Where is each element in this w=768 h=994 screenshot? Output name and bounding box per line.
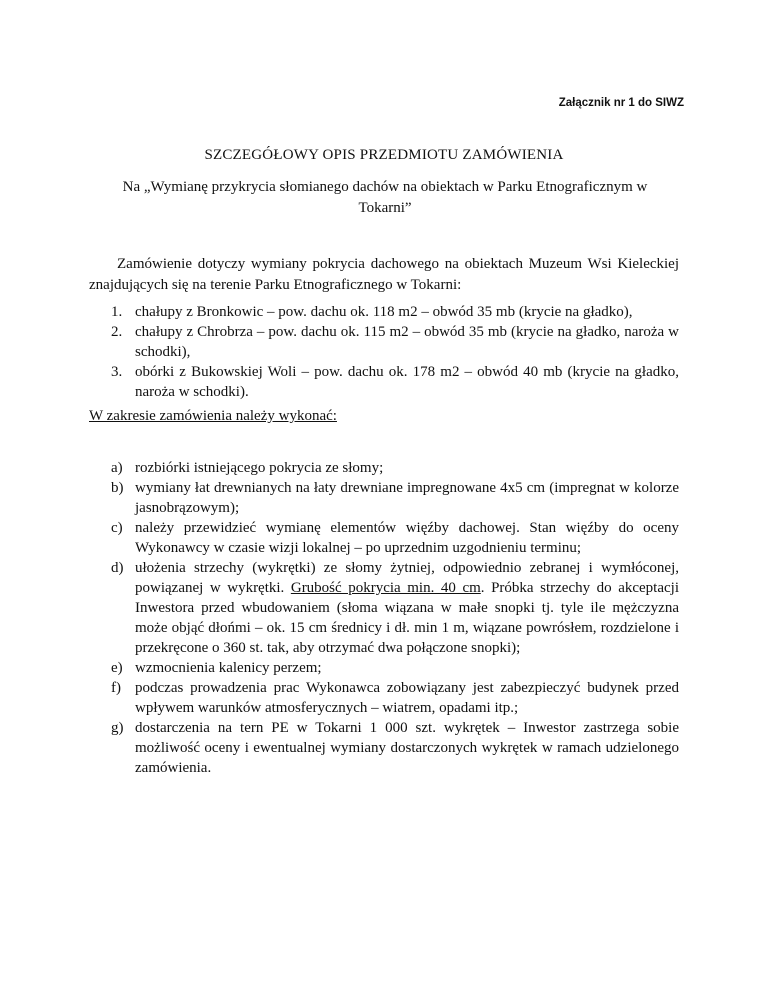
list-item-text — [135, 560, 679, 656]
list-item-text: wzmocnienia kalenicy perzem; — [135, 660, 322, 676]
list-marker: 3. — [111, 364, 123, 380]
list-item — [89, 302, 679, 322]
list-item — [89, 458, 679, 478]
list-marker: 1. — [111, 304, 123, 320]
list-item-text: podczas prowadzenia prac Wykonawca zobowiązany jest zabezpieczyć budynek przed wpływem warunków atmosferycznych – wiatrem, opadami itp.; — [135, 680, 679, 716]
list-item-text-after: . Próbka strzechy do akceptacji Inwestora przed wbudowaniem (słoma wiązana w małe snopki tj. tyle ile mężczyzna może objąć dłońmi – ok. 15 cm średnicy i dł. min 1 m, wiązane powrósłem, rozdzielone i przekręcone o 360 st. tak, aby otrzymać dwa połączone snopki); — [135, 580, 679, 656]
list-item-text: wymiany łat drewnianych na łaty drewniane impregnowane 4x5 cm (impregnat w kolorze jasnobrązowym); — [135, 480, 679, 516]
list-marker: d) — [111, 560, 124, 576]
list-marker: f) — [111, 680, 121, 696]
list-item-text-before: ułożenia strzechy (wykrętki) ze słomy żytniej, odpowiednio zebranej i wymłóconej, powiązanej w wykrętki. — [135, 560, 679, 596]
list-marker: c) — [111, 520, 123, 536]
list-item — [89, 558, 679, 658]
list-marker: e) — [111, 660, 123, 676]
document-title: SZCZEGÓŁOWY OPIS PRZEDMIOTU ZAMÓWIENIA — [204, 147, 564, 163]
roof-thickness-requirement: Grubość pokrycia min. 40 cm — [290, 580, 481, 596]
scope-heading: W zakresie zamówienia należy wykonać: — [89, 408, 337, 424]
list-item — [89, 362, 679, 402]
list-item — [89, 518, 679, 558]
list-marker: g) — [111, 720, 124, 736]
list-item-text: rozbiórki istniejącego pokrycia ze słomy; — [135, 460, 384, 476]
list-marker: 2. — [111, 324, 123, 340]
list-item-text: dostarczenia na tern PE w Tokarni 1 000 szt. wykrętek – Inwestor zastrzega sobie możliwość oceny i ewentualnej wymiany dostarczonych wykrętek w ramach udzielonego zamówienia. — [135, 720, 679, 776]
list-item-text: należy przewidzieć wymianę elementów więźby dachowej. Stan więźby do oceny Wykonawcy w czasie wizji lokalnej – po uprzednim uzgodnieniu terminu; — [135, 520, 679, 556]
list-marker: b) — [111, 480, 124, 496]
document-subtitle: Na „Wymianę przykrycia słomianego dachów na obiektach w Parku Etnograficznym w Tokarni” — [122, 179, 648, 216]
list-item-text: chałupy z Chrobrza – pow. dachu ok. 115 m2 – obwód 35 mb (krycie na gładko, naroża w schodki), — [135, 324, 679, 360]
list-marker: a) — [111, 460, 123, 476]
list-item-text: chałupy z Bronkowic – pow. dachu ok. 118 m2 – obwód 35 mb (krycie na gładko), — [135, 304, 633, 320]
list-item-text: obórki z Bukowskiej Woli – pow. dachu ok. 178 m2 – obwód 40 mb (krycie na gładko, naroża w schodki). — [135, 364, 679, 400]
intro-paragraph: Zamówienie dotyczy wymiany pokrycia dachowego na obiektach Muzeum Wsi Kieleckiej znajdujących się na terenie Parku Etnograficznego w Tokarni: — [89, 256, 679, 293]
list-item — [89, 678, 679, 718]
scope-list — [89, 458, 679, 778]
list-item — [89, 478, 679, 518]
objects-list — [89, 302, 679, 402]
list-item — [89, 658, 679, 678]
annex-label: Załącznik nr 1 do SIWZ — [558, 97, 684, 109]
list-item — [89, 718, 679, 778]
list-item — [89, 322, 679, 362]
